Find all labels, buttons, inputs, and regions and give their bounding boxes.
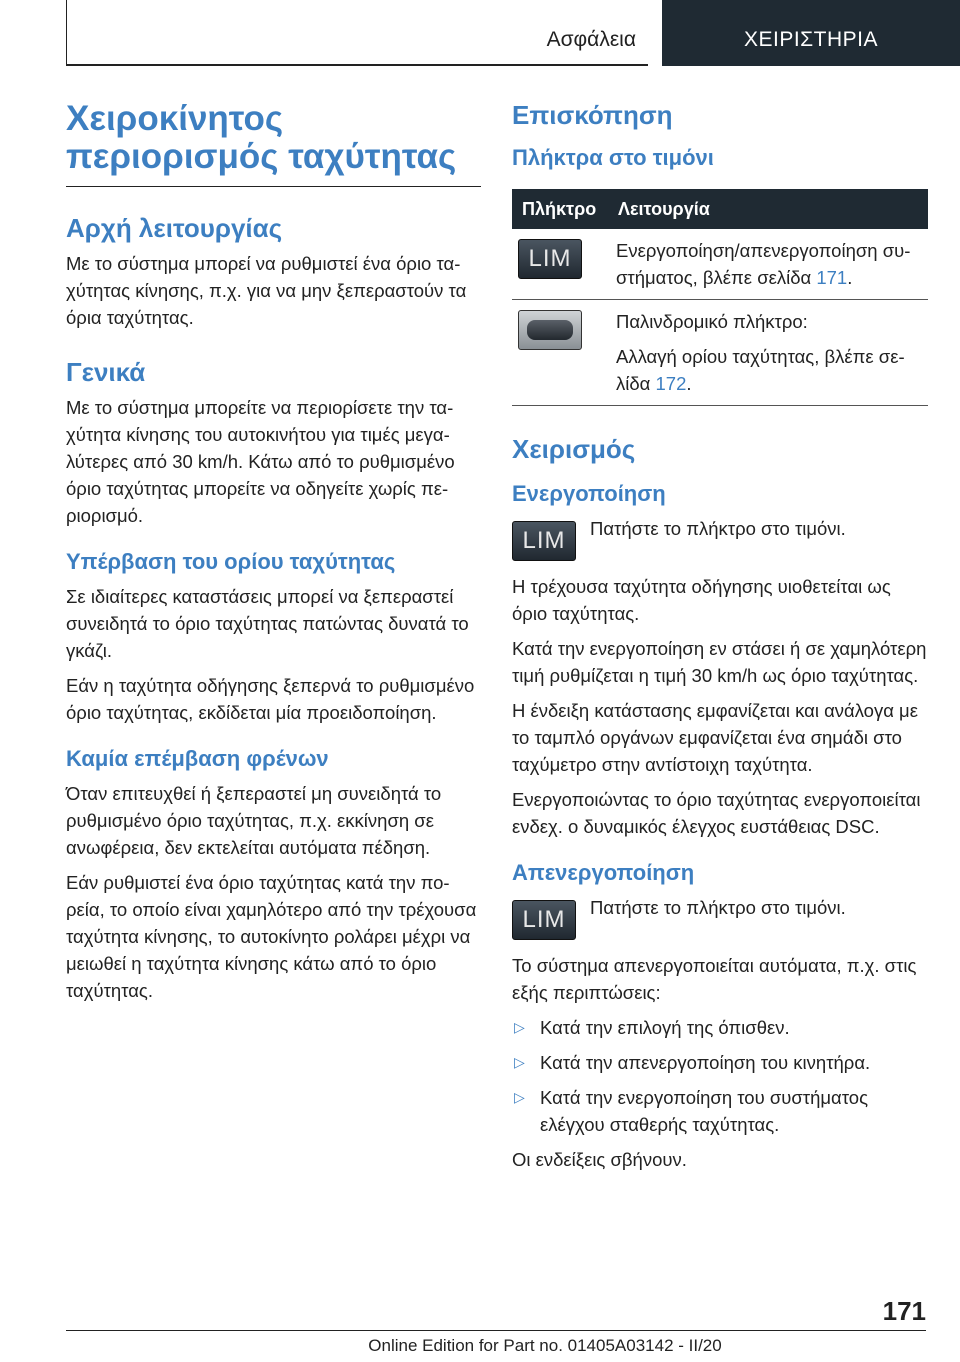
footer-divider: [66, 1330, 926, 1331]
table-header-key: Πλήκτρο: [512, 189, 608, 229]
left-column: [66, 100, 481, 1012]
list-item: [512, 1014, 928, 1041]
page-header: [0, 0, 960, 66]
rocker-switch-icon: [518, 310, 582, 350]
paragraph-principle: Με το σύστημα μπορεί να ρυθμιστεί ένα όριο ταχύτητας κίνησης, π.χ. για να μην ξεπεραστούν τα όρια ταχύτητας.: [66, 253, 467, 328]
table-cell-function: [608, 229, 928, 300]
press-button-text: Πατήστε το πλήκτρο στο τιμόνι.: [590, 897, 846, 918]
row1-text: Ενεργοποίηση/απενεργοποίηση συστήματος, βλέπε σελίδα: [616, 240, 911, 288]
page-title: Χειροκίνητος περιορισμός ταχύτητας: [66, 100, 481, 187]
paragraph-exceed-2: Εάν η ταχύτητα οδήγησης ξεπερνά το ρυθμισμένο όριο ταχύτητας, εκδίδεται μία προειδοποίηση.: [66, 675, 475, 723]
list-item: [512, 1049, 928, 1076]
heading-general: Γενικά: [66, 357, 146, 387]
page-link-172[interactable]: 172: [655, 373, 687, 394]
heading-activation: Ενεργοποίηση: [512, 481, 666, 506]
header-section-title: Ασφάλεια: [546, 28, 636, 51]
list-item-text: Κατά την επιλογή της όπισθεν.: [540, 1017, 790, 1038]
press-button-text: Πατήστε το πλήκτρο στο τιμόνι.: [590, 518, 846, 539]
triangle-bullet-icon: ▷: [514, 1019, 525, 1035]
row2-text-2-wrap: [616, 343, 922, 397]
lim-button-icon: LIM: [512, 521, 576, 561]
lim-button-icon: LIM: [518, 239, 582, 279]
paragraph-brake-1: Όταν επιτευχθεί ή ξεπεραστεί μη συνειδητά το ρυθμισμένο όριο ταχύτητας, π.χ. εκκίνηση σε ανωφέρεια, δεν εκτελείται αυτόματα πέδηση.: [66, 783, 442, 858]
header-divider-horizontal: [66, 64, 648, 66]
table-header-function: Λειτουργία: [608, 189, 928, 229]
triangle-bullet-icon: ▷: [514, 1054, 525, 1070]
page-number: 171: [882, 1296, 926, 1326]
row2-text-2: Αλλαγή ορίου ταχύτητας, βλέπε σελίδα: [616, 346, 905, 394]
paragraph-deactivation-1: Το σύστημα απενεργοποιείται αυτόματα, π.χ. στις εξής περιπτώσεις:: [512, 955, 917, 1003]
table-cell-key: [512, 300, 608, 406]
row2-text-1: Παλινδρομικό πλήκτρο:: [616, 311, 808, 332]
table-row: [512, 229, 928, 300]
right-column: [512, 100, 928, 1181]
list-item-text: Κατά την απενεργοποίηση του κινητήρα.: [540, 1052, 871, 1073]
lim-button-icon: LIM: [512, 900, 576, 940]
list-item-text: Κατά την ενεργοποίηση του συστήματος ελέγχου σταθερής ταχύτητας.: [540, 1087, 869, 1135]
heading-steering-buttons: Πλήκτρα στο τιμόνι: [512, 145, 714, 170]
heading-exceed-limit: Υπέρβαση του ορίου ταχύτητας: [66, 549, 396, 574]
table-cell-key: [512, 229, 608, 300]
footer-edition: Online Edition for Part no. 01405A03142 - II/20: [368, 1336, 722, 1355]
table-header-row: [512, 189, 928, 229]
heading-overview: Επισκόπηση: [512, 100, 673, 130]
paragraph-exceed-1: Σε ιδιαίτερες καταστάσεις μπορεί να ξεπεραστεί συνειδητά το όριο ταχύτητας πατώντας δυνατά το γκάζι.: [66, 586, 469, 661]
heading-operation: Χειρισμός: [512, 434, 636, 464]
buttons-table: [512, 189, 928, 406]
triangle-bullet-icon: ▷: [514, 1089, 525, 1105]
paragraph-brake-2: Εάν ρυθμιστεί ένα όριο ταχύτητας κατά την πορεία, το οποίο είναι χαμηλότερο από την τρέχουσα ταχύτητα κίνησης, το αυτοκίνητο ρολάρει μέχρι να μειωθεί η ταχύτητα κίνησης κάτω από το όριο ταχύτητας.: [66, 872, 477, 1001]
deactivation-cases-list: [512, 1014, 928, 1138]
paragraph-deactivation-2: Οι ενδείξεις σβήνουν.: [512, 1149, 687, 1170]
heading-no-brake: Καμία επέμβαση φρένων: [66, 746, 329, 771]
table-row: [512, 300, 928, 406]
paragraph-activation-2: Κατά την ενεργοποίηση εν στάσει ή σε χαμηλότερη τιμή ρυθμίζεται η τιμή 30 km/h ως όριο ταχύτητας.: [512, 638, 927, 686]
table-cell-function: [608, 300, 928, 406]
deactivation-instruction: [512, 894, 928, 940]
heading-deactivation: Απενεργοποίηση: [512, 860, 695, 885]
paragraph-activation-1: Η τρέχουσα ταχύτητα οδήγησης υιοθετείται ως όριο ταχύτητας.: [512, 576, 891, 624]
heading-principle: Αρχή λειτουργίας: [66, 213, 283, 243]
row2-suffix: .: [686, 373, 692, 394]
activation-instruction: [512, 515, 928, 561]
row1-suffix: .: [847, 267, 853, 288]
page-link-171[interactable]: 171: [816, 267, 848, 288]
paragraph-general: Με το σύστημα μπορείτε να περιορίσετε την ταχύτητα κίνησης του αυτοκινήτου για τιμές μεγαλύτερες από 30 km/h. Κάτω από το ρυθμισμένο όριο ταχύτητας μπορείτε να οδηγείτε χωρίς περιορισμό.: [66, 397, 455, 526]
list-item: [512, 1084, 928, 1138]
paragraph-activation-4: Ενεργοποιώντας το όριο ταχύτητας ενεργοποιείται ενδεχ. ο δυναμικός έλεγχος ευστάθειας DSC.: [512, 789, 921, 837]
paragraph-activation-3: Η ένδειξη κατάστασης εμφανίζεται και ανάλογα με το ταμπλό οργάνων εμφανίζεται ένα σημάδι στο ταχύμετρο στην αντίστοιχη ταχύτητα.: [512, 700, 918, 775]
header-chapter-tab: ΧΕΙΡΙΣΤΗΡΙΑ: [662, 0, 960, 66]
